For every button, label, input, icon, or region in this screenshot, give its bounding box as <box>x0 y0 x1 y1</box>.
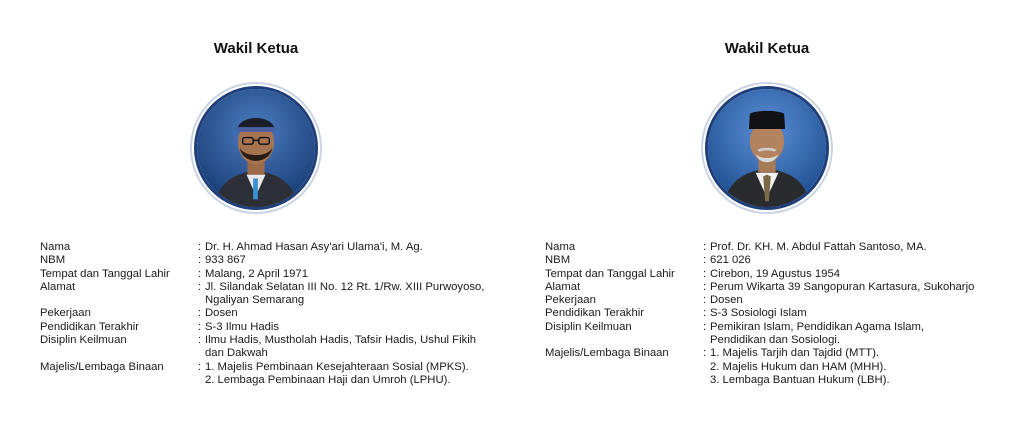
profile-card-2 <box>512 0 1024 424</box>
separator: : <box>198 360 202 373</box>
field-label: Pekerjaan <box>40 307 91 320</box>
separator: : <box>703 241 707 253</box>
field-value: 1. Majelis Pembinaan Kesejahteraan Sosial (MPKS). 2. Lembaga Pembinaan Haji dan Umroh (LPHU). <box>205 360 469 386</box>
separator: : <box>703 254 707 267</box>
field-label: Nama <box>40 241 71 253</box>
field-value: S-3 Ilmu Hadis <box>205 320 280 333</box>
field-value: Prof. Dr. KH. M. Abdul Fattah Santoso, MA. <box>710 241 927 253</box>
separator: : <box>198 320 202 333</box>
person-portrait-icon <box>197 89 315 207</box>
field-value: Jl. Silandak Selatan III No. 12 Rt. 1/Rw. XIII Purwoyoso, Ngaliyan Semarang <box>205 280 485 307</box>
card-heading: Wakil Ketua <box>213 40 299 57</box>
field-value: 1. Majelis Tarjih dan Tajdid (MTT). 2. Majelis Hukum dan HAM (MHH). 3. Lembaga Bantuan Hukum (LBH). <box>710 347 890 386</box>
field-label: Pekerjaan <box>545 294 596 307</box>
field-value: Dosen <box>205 307 238 320</box>
field-label: Majelis/Lembaga Binaan <box>40 360 164 373</box>
separator: : <box>703 347 707 360</box>
field-label: Disiplin Keilmuan <box>545 320 632 333</box>
field-label: NBM <box>545 254 571 267</box>
field-value: Malang, 2 April 1971 <box>205 267 308 280</box>
field-label: Disiplin Keilmuan <box>40 334 127 347</box>
separator: : <box>198 334 202 347</box>
field-value: S-3 Sosiologi Islam <box>710 307 807 320</box>
field-value: Dosen <box>710 294 743 307</box>
field-label: Tempat dan Tanggal Lahir <box>545 267 675 280</box>
profile-photo <box>705 86 829 210</box>
separator: : <box>198 241 202 253</box>
field-label: Tempat dan Tanggal Lahir <box>40 267 170 280</box>
separator: : <box>703 267 707 280</box>
separator: : <box>703 294 707 307</box>
profile-details <box>40 241 484 387</box>
field-label: Pendidikan Terakhir <box>545 307 645 320</box>
field-label: Pendidikan Terakhir <box>40 320 140 333</box>
field-value: 621 026 <box>710 254 751 267</box>
field-value: 933 867 <box>205 254 246 267</box>
card-heading: Wakil Ketua <box>724 40 810 57</box>
field-value: Pemikiran Islam, Pendidikan Agama Islam, Pendidikan dan Sosiologi. <box>710 320 925 347</box>
separator: : <box>703 307 707 320</box>
field-label: NBM <box>40 254 66 267</box>
separator: : <box>703 280 707 293</box>
separator: : <box>198 254 202 267</box>
separator: : <box>703 320 707 333</box>
field-label: Alamat <box>545 280 581 293</box>
profile-photo <box>194 86 318 210</box>
separator: : <box>198 280 202 293</box>
field-label: Nama <box>545 241 576 253</box>
separator: : <box>198 307 202 320</box>
separator: : <box>198 267 202 280</box>
field-label: Alamat <box>40 280 76 293</box>
person-portrait-icon <box>708 89 826 207</box>
profile-details <box>545 241 974 387</box>
field-value: Perum Wikarta 39 Sangopuran Kartasura, Sukoharjo <box>710 280 975 293</box>
field-value: Ilmu Hadis, Mustholah Hadis, Tafsir Hadis, Ushul Fikih dan Dakwah <box>205 334 477 360</box>
field-label: Majelis/Lembaga Binaan <box>545 347 669 360</box>
field-value: Cirebon, 19 Agustus 1954 <box>710 267 841 280</box>
field-value: Dr. H. Ahmad Hasan Asy'ari Ulama'i, M. Ag. <box>205 241 423 253</box>
